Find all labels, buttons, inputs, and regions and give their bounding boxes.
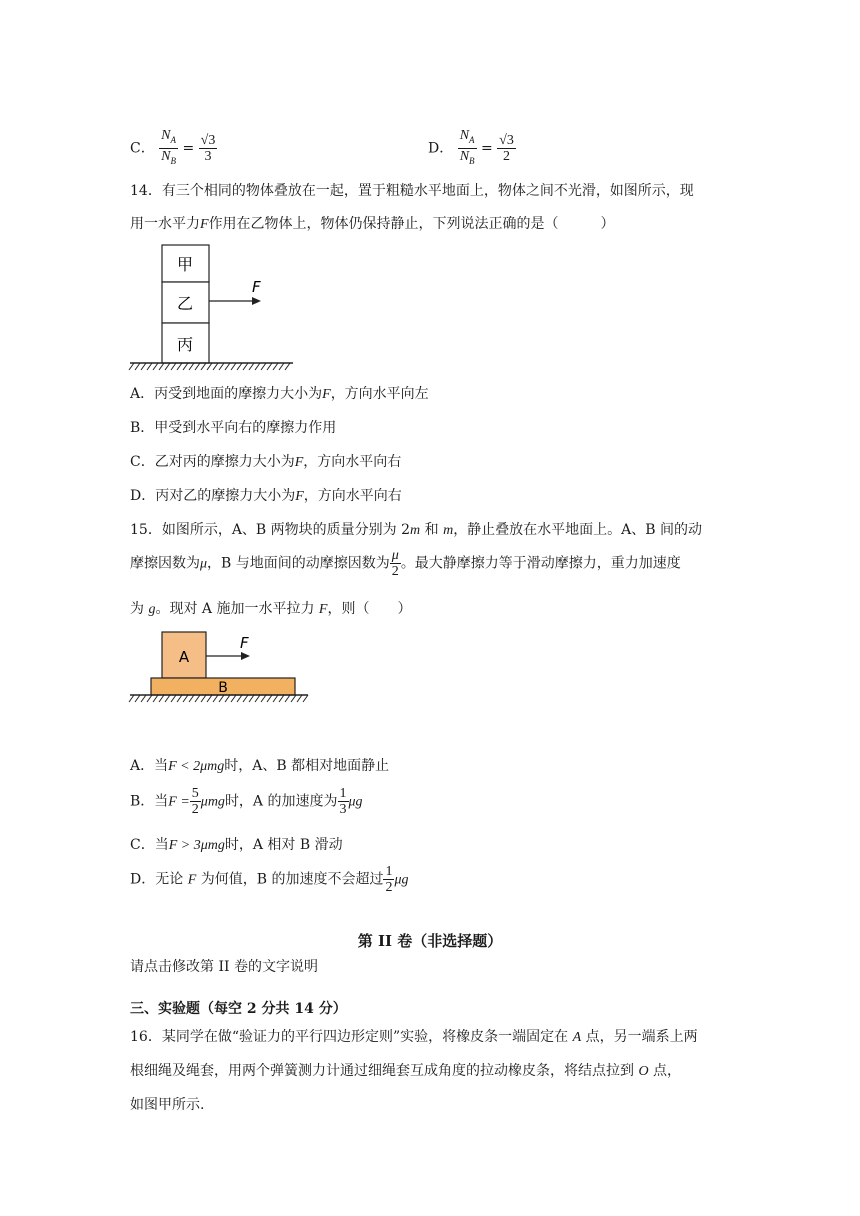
force-label: F: [252, 278, 261, 296]
q16-line2: 根细绳及绳套，用两个弹簧测力计通过细绳套互成角度的拉动橡皮条，将结点拉到 O 点，: [130, 1063, 682, 1079]
q14-option-d: D．丙对乙的摩擦力大小为F，方向水平向右: [130, 488, 402, 504]
q16-line3: 如图甲所示.: [130, 1097, 205, 1113]
ratio-fraction: $\frac{N_A}{N_B}$: [161, 128, 177, 166]
value-fraction: $\frac{√3}{3}$: [200, 132, 216, 164]
part2-note[interactable]: 请点击修改第 II 卷的文字说明: [130, 959, 318, 975]
q15-option-b: B．当F = $\frac{5}{2}$ μmg时，A 的加速度为 $\frac{1}{3}$ μg: [130, 786, 363, 817]
q14-option-b: B．甲受到水平向右的摩擦力作用: [130, 420, 337, 436]
q15-option-d: D．无论 F 为何值，B 的加速度不会超过 $\frac{1}{2}$ μg: [130, 864, 409, 895]
q15-option-a: A．当F < 2μmg时，A、B 都相对地面静止: [130, 758, 390, 774]
block-b-label: B: [218, 680, 228, 696]
force-label: F: [240, 634, 249, 652]
block-jia-label: 甲: [176, 255, 194, 274]
five-halves-fraction: $\frac{5}{2}$: [191, 786, 199, 817]
value-fraction: $\frac{√3}{2}$: [499, 132, 514, 164]
q14-option-a: A．丙受到地面的摩擦力大小为F，方向水平向左: [130, 386, 429, 402]
q15-option-c: C．当F > 3μmg时，A 相对 B 滑动: [130, 837, 343, 853]
ground-hatching: [129, 695, 308, 702]
q15-stem-line2: 摩擦因数为μ，B 与地面间的动摩擦因数为 $\frac{\mu}{2}$ 。最大静摩擦力等于滑动摩擦力，重力加速度: [130, 548, 681, 579]
block-bing-label: 丙: [176, 335, 194, 354]
mu-half-fraction: $\frac{\mu}{2}$: [391, 548, 399, 579]
block-yi-label: 乙: [176, 294, 194, 313]
part2-title: 第 II 卷（非选择题）: [357, 932, 503, 950]
section3-heading: 三、实验题（每空 2 分共 14 分）: [130, 1001, 347, 1017]
block-a-label: A: [178, 648, 190, 666]
ground-hatching: [129, 363, 290, 370]
q15-stem-line1: 15．如图所示，A、B 两物块的质量分别为 2m 和 m，静止叠放在水平地面上。A、B 间的动: [130, 522, 703, 538]
q14-stem-line1: 14．有三个相同的物体叠放在一起，置于粗糙水平地面上，物体之间不光滑，如图所示，现: [130, 183, 694, 199]
option-label: D．: [428, 140, 454, 157]
q13-option-d: D． $\frac{N_A}{N_B}$ = $\frac{√3}{2}$: [428, 128, 516, 169]
q14-stacked-blocks-figure: [128, 240, 298, 372]
force-arrow-head: [252, 297, 261, 305]
q16-line1: 16．某同学在做“验证力的平行四边形定则”实验，将橡皮条一端固定在 A 点，另一端系上两: [130, 1029, 698, 1045]
q14-stem-line2: 用一水平力F作用在乙物体上，物体仍保持静止，下列说法正确的是（ ）: [130, 216, 615, 232]
q14-option-c: C．乙对丙的摩擦力大小为F，方向水平向右: [130, 454, 402, 470]
option-label: C．: [130, 140, 155, 157]
one-half-fraction: $\frac{1}{2}$: [385, 864, 393, 895]
ratio-fraction: $\frac{N_A}{N_B}$: [459, 128, 475, 166]
one-third-fraction: $\frac{1}{3}$: [339, 786, 347, 817]
q15-stem-line3: 为 g。现对 A 施加一水平拉力 F，则（ ）: [130, 601, 412, 617]
q13-option-c: C． $\frac{N_A}{N_B}$ = $\frac{√3}{3}$: [130, 128, 217, 169]
force-arrow-head: [241, 652, 250, 660]
q15-blocks-figure: [128, 628, 313, 708]
